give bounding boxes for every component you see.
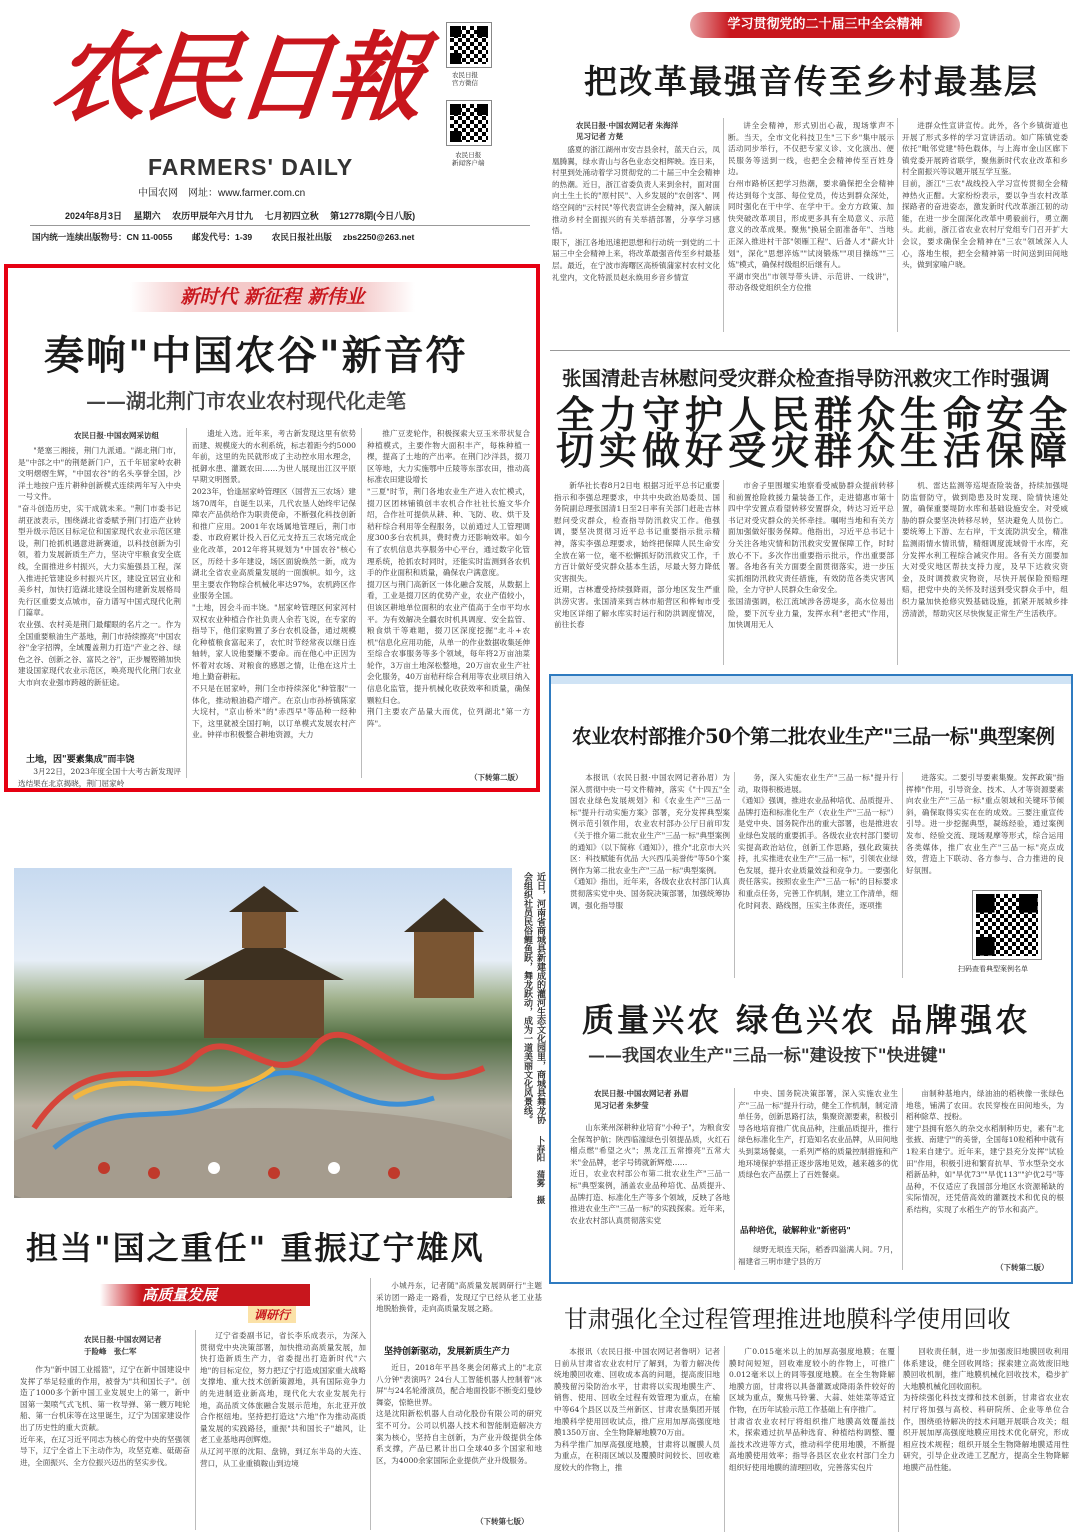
ministry-qr-code[interactable] bbox=[972, 890, 1042, 960]
reform-headline: 把改革最强音传至乡村最基层 bbox=[584, 62, 1039, 101]
wechat-qr-label: 农民日报 官方微信 bbox=[452, 72, 478, 87]
ministry-qr-caption: 扫码查看典型案例名单 bbox=[958, 966, 1028, 973]
flood-pre-headline: 张国清赴吉林慰问受灾群众检查指导防汛救灾工作时强调 bbox=[562, 367, 1050, 390]
app-qr-code[interactable] bbox=[446, 100, 492, 146]
photo-credit: 卜春阳 蒲雾 摄 bbox=[535, 1136, 545, 1204]
masthead-issue: 第12778期(今日八版) bbox=[330, 211, 416, 221]
feature-headline: 奏响"中国农谷"新音符 bbox=[44, 332, 468, 379]
feature-slogan-box bbox=[130, 282, 415, 312]
gansu-col3: 回收责任制，进一步加强废旧地膜回收利用体系建设，健全回收网络；探索建立高效废旧地膜回收机制，推广地膜机械化回收技术，稳步扩大地膜机械化回收面积。 为持续强化科技支撑和技术创新，甘肃省农业农村厅将加强与高校、科研院所、企业等单位合作，围绕亟待解决的技术问题开展联合攻关；组织开展加厚高强度地膜应用技术优化研究，形成相应技术规程；组织开展全生物降解地膜适用性研究，引导企业改进工艺配方，提高全生物降解地膜产品性能。 bbox=[903, 1347, 1069, 1472]
liaoning-byline: 农民日报·中国农网记者 于险峰 张仁军 bbox=[84, 1335, 162, 1356]
quality-headline: 质量兴农 绿色兴农 品牌强农 bbox=[582, 1001, 1031, 1039]
reform-col1: 盛夏的浙江湖州市安吉县余村，蓝天白云，凤凰腾翼，绿水青山与各色业态交相辉映。连日来，村里到处涌动着学习贯彻党的二十届三中全会精神的热潮。近日，浙江省委负责人来到余村，面对面向土生土长的"原村民"、入乡发展的"农创客"、网络空间的"云村民"等代表宣讲全会精神，深入解读推动乡村全面振兴的有关举措部署，分享学习感悟。 眼下，浙江各地迅速把思想和行动统一到党的二十届三中全会精神上来，将改革最强音传至乡村最基层。最近，在宁波市海曙区高桥镇蒲家村农村文化礼堂内，文化特派员赵永焕用乡音乡情宣 bbox=[552, 145, 720, 282]
topic-banner-label: 学习贯彻党的二十届三中全会精神 bbox=[727, 17, 923, 32]
feature-continue: （下转第二版） bbox=[470, 773, 523, 782]
liaoning-col1: 作为"新中国工业摇篮"，辽宁在新中国建设中发挥了举足轻重的作用，被誉为"共和国长子"。创造了1000多个新中国工业发展史上的第一，新中国第一架喷气式飞机、第一枚导弹、第一艘万吨轮船、第一台机床等在这里诞生，辽宁为国家建设作出了历史性的重大贡献。 近年来，在辽习近平同志为核心的党中央的坚强领导下，辽宁全省上下主动作为，攻坚克难、砥砺奋进，全面振兴、全方位振兴迈出的坚实步伐。 bbox=[20, 1365, 190, 1467]
feature-subheadline: ——湖北荆门市农业农村现代化走笔 bbox=[86, 389, 406, 413]
masthead-title: 农民日報 bbox=[46, 21, 426, 134]
masthead-cn-code: 国内统一连续出版物号：CN 11-0055 bbox=[32, 232, 173, 242]
liaoning-col3: 小城丹东，记者随"高质量发展调研行"主题采访团一路走一路看，发现辽宁已经从老工业基地脱胎换骨，走向高质量发展之路。 bbox=[376, 1281, 542, 1314]
masthead-site: 中国农网 网址：www.farmer.com.cn bbox=[138, 188, 306, 199]
quality-col3: 亩制种基地内，绿油油的稻秧像一张绿色地毯，铺满了农田。农民穿梭在田间地头，为稻种除草、授粉。 建宁县拥有悠久的杂交水稻制种历史，素有"北张掖、南建宁"的美誉，全国每10粒稻种中就有1粒来自建宁。近年来，建宁县充分发挥"试验田"作用，积极引进和繁育抗旱、节水型杂交水稻新品种，如"旱优73""旱优113""沪优2号"等品种，不仅适应了我国部分地区水资源稀缺的实际情况，还凭借高效的灌溉技术和优良的根系结构，实现了水稻生产的节水和高产。 bbox=[906, 1089, 1064, 1214]
feature-col2: 遗址入选。近年来，考古新发现这里有依势而建、规模庞大的水利系统，标志着距今约5000年前，这里的先民就形成了主动控水用水理念，抵御水患、灌溉农田……为世人展现出江汉平原早期文明图景。 2023年，恰逢屈家岭管理区（国营五三农场）建场70周年，自诞生以来，几代农垦人始终牢记保障农产品供给作为职责使命，不断强化科技创新和推广应用。2001年农场属地管理后，荆门市委、市政府累计投入百亿元支持五三农场完成企业化改革，2012年将其规划为"中国农谷"核心区，历经十多年建设，场区面貌焕然一新，成为湖北全省农业高质量发展的一面旗帜。如今，这里主要农作物综合机械化率达97%，农机跨区作业服务全国。 "土地，因会斗而丰饶。"屈家岭管理区何家河村双权农业种植合作社负责人余若飞说，在专家的指导下，他们家购置了多台农机设备，通过规模化种植粮食富起来了，农忙时节经常夜以继日连轴转，家人说他要赚不要命。而在他心中正因为怀着对农场、对粮食的感恩之情，让他在这片土地上勤奋耕耘。 不只是在屈家岭，荆门全市持续深化"种管服"一体化，推动粮油稳产增产。在京山市孙桥镇陈家大垸村，"京山桥米"的"赤西早"等品种一经种下，这里就被全国打响，以订单模式发展农村产业。钟祥市积极整合耕地资源，大力 bbox=[192, 429, 356, 740]
quality-continue: （下转第二版） bbox=[996, 1263, 1049, 1272]
reform-col2: 讲全会精神，形式别出心裁，现场掌声不断。当天，全市文化科技卫生"三下乡"集中展示活动同步举行，不仅把专家义诊、文化演出、便民服务等送到一线，也把全会精神传至百姓身边。 台州市路桥区把学习热潮，要求确保把全会精神传达到每个支部、每位党员，传达到群众深处，同时强化在干中学、在学中干。金方方政策、加快突破改革项目，形成更多具有全局意义、示范意义的改革成果。聚焦"换届全面准备年"、当地正深入推进村干部"领雁工程"、后备人才"薪火计划"，深化"思想淬炼""试岗锻炼""项目操练""三炼"模式，确保村级组织后继有人。 平湖市突出"市领导带头讲、示范讲、一线讲"，带动各级党组织全方位推 bbox=[728, 121, 894, 293]
photo-caption: 近日，河南省商城县新建成的灌河生态文化园里，商城县舞龙协会组织社员民俗鲤鱼跃，舞龙跃动，成为一道美丽文化风景线。 bbox=[522, 872, 545, 1124]
reform-col3: 进群众性宣讲宣传。此外，各个乡镇街道也开展了形式多样的学习宣讲活动。如广陈镇党委依托"毗邻党建"特色载体，与上海市金山区廊下镇党委开展跨省联学，聚焦新时代农业改革和乡村全面振兴等议题开展互学互鉴。 目前，浙江"三农"战线投入学习宣传贯彻全会精神热火正酣。大家纷纷表示，要以争当农村改革探路者的奋进姿态，激发新时代改革浙江韧的动能，在进一步全面深化改革中勇毅前行，勇立潮头。此前，浙江省农业农村厅党组专门召开扩大会议，要求确保全会精神在"三农"领域深入人心，落地生根，把全会精神第一时间送到田间地头，做到家喻户晓。 bbox=[902, 121, 1068, 270]
flood-col2: 市舍子里围堰实地察看受威胁群众提前转移和前置抢险救援力量装备工作，走进德惠市第十四中学安置点看望转移安置群众，转达习近平总书记对受灾群众的关怀牵挂。嘱咐当地和有关方面加强做好服务保障。他指出，习近平总书记十分关注各地灾情和防汛救灾安置保障工作，时时放心不下。多次作出重要指示批示，作出重要部署。各地各有关方面要全面贯彻落实，进一步压实抓细防汛救灾责任措施，有效防范各类灾害风险，全力守护人民群众生命安全。 张国清强调，松江流域涉各涝堤多，高水位易出险，要下沉专业力量，发挥水利"老把式"作用，加快调用无人 bbox=[728, 481, 894, 630]
ministry-headline: 农业农村部推介50个第二批农业生产"三品一标"典型案例 bbox=[572, 725, 1055, 748]
masthead-weekday: 星期六 bbox=[133, 211, 161, 221]
quality-col2-subhead: 品种培优，破解种业"新密码" bbox=[740, 1226, 851, 1236]
liaoning-tag bbox=[100, 1284, 310, 1306]
reform-byline: 农民日报·中国农网记者 朱海洋 见习记者 方楚 bbox=[576, 121, 679, 141]
masthead-date: 2024年8月3日 bbox=[65, 211, 123, 221]
feature-col1-tail: 3月22日，2023年度全国十大考古新发现评选结果在北京揭晓，荆门屈家岭 bbox=[18, 767, 181, 788]
feature-col1: "楚塞三湘接，荆门九派通。"湖北荆门市，是"中部之中"的荆楚新门户，五千年屈家岭农耕文明熠熠生辉，"中国农谷"的名头享誉全国，沙洋土地按户连片耕种创新模式连续两年写入中央一号文件。 "奋斗创造历史，实干成就未来。"荆门市委书记胡亚波表示，围绕湖北省委赋予荆门打造产业转型升级示范区目标定位和国家现代农业示范区建设，荆门抢抓机遇意进新赛道，以科技创新为引领，着力发展新质生产力，坚决守牢粮食安全底线，全面推进乡村振兴，大力实施强县工程，深入推进托管建设乡村振兴片区，建设宜居宜业和美乡村，加快打造湖北建设全国构建新发展格局先行区重要支点城市，奋力谱写中国式现代化荆门篇章。 农业强、农村美是荆门最耀眼的名片之一。作为全国重要粮油生产基地，荆门市持续擦亮"中国农谷"金字招牌，全域覆盖荆力打造"产业之谷、绿色之谷、创新之谷、富民之谷"，正步履铿锵加快建设国家现代农业示范区，唤亮现代化荆门农业大市向农业强市跨越的新征途。 bbox=[18, 446, 181, 687]
masthead-title-en: FARMERS' DAILY bbox=[148, 154, 354, 180]
masthead-lunar: 农历甲辰年六月廿九 bbox=[172, 211, 254, 221]
feature-col1-subhead: 土地，因"要素集成"而丰饶 bbox=[26, 755, 135, 765]
gansu-col1: 本报讯（农民日报·中国农网记者鲁明）记者日前从甘肃省农业农村厅了解到，为着力解决传统地膜回收难、回收成本高的问题，提高废旧地膜残留污染防治水平，甘肃将以实现地膜生产、销售、使用、回收全过程有效管理为重点，在榆中等64个县区以及兰州新区、甘肃农垦集团开展地膜科学使用回收试点，推广应用加厚高强度地膜1350万亩、全生物降解地膜70万亩。 为科学推广加厚高强度地膜，甘肃将以履膜人员为重点，在积雨区域以及覆膜时间较长、回收难度较大的作物上，推 bbox=[554, 1347, 720, 1472]
feature-slogan: 新时代 新征程 新伟业 bbox=[180, 286, 365, 308]
liaoning-tag-label: 高质量发展 bbox=[142, 1286, 218, 1304]
masthead-email: zbs2250@263.net bbox=[342, 232, 415, 242]
liaoning-headline: 担当"国之重任" 重振辽宁雄风 bbox=[26, 1229, 485, 1267]
feature-byline: 农民日报·中国农网采访组 bbox=[74, 431, 159, 440]
gansu-headline: 甘肃强化全过程管理推进地膜科学使用回收 bbox=[564, 1305, 1011, 1333]
liaoning-col3-tail: 近日，2018年平昌冬奥会闭幕式上的"北京八分钟"表演吗？24台人工智能机器人控制着"冰屏"与24名轮滑演员，配合地面投影不断变幻曼妙舞姿，惊艳世界。 这是沈阳新松机器人自动化股份有限公司的研究室不可分。公司以机器人技术和智能制造解决方案为核心，坚持自主创新，为产业升级提供全体系支撑，产品已累计出口全球40多个国家和地区，为4000余家国际企业提供产业升级服务。 bbox=[376, 1363, 542, 1465]
quality-byline: 农民日报·中国农网记者 孙眉 见习记者 朱梦莹 bbox=[594, 1089, 689, 1110]
liaoning-col3-subhead: 坚持创新驱动，发展新质生产力 bbox=[384, 1347, 511, 1357]
flood-headline-1: 全力守护人民群众生命安全 bbox=[556, 392, 1073, 437]
topic-banner bbox=[690, 12, 960, 38]
liaoning-col2: 辽宁省委副书记，省长李乐成表示，为深入贯彻党中央决策部署，加快推动高质量发展，加快打造新质生产力，省委提出打造新时代"六地"的目标定位，努力把辽宁打造成国家重大战略支撑地、重大技术创新策源地，具有国际竞争力的先进制造业新高地，现代化大农业发展先行地，高品质文体旅融合发展示范地，东北亚开放合作枢纽地。坚持把打造这"六地"作为推动高质量发展的实践路径，重振"共和国长子"雄风，让老工业基地再创辉煌。 从辽河平原的沈阳、盘锦，到辽东半岛的大连、营口，从工业重镇鞍山到边境 bbox=[200, 1331, 366, 1468]
masthead-dateline bbox=[65, 210, 415, 222]
flood-headline-2: 切实做好受灾群众生活保障 bbox=[556, 428, 1073, 473]
quality-col1: 山东莱州深耕种业培育"小种子"，为粮食安全保驾护航；陕西临潼绿色引领提品质，火红石榴点燃"希望之火"；黑龙江五常擦亮"五常大米"金品牌，老字号铸就新辉煌…… 近日，农业农村部公布第二批农业生产"三品一标"典型案例，涵盖农业品种培优、品质提升、品牌打造、标准化生产等多个领域，反映了各地推进农业生产"三品一标"的实践探索。近年来，农业农村部认真贯彻落实党 bbox=[570, 1123, 730, 1225]
ministry-col2: 务，深入实施农业生产"三品一标"提升行动，取得积极进展。 《通知》强调，推进农业品种培优、品质提升、品牌打造和标准化生产（农业生产"三品一标"）是党中央、国务院作出的重大部署，也是推进农业绿色发展的重要抓手。各级农业农村部门要切实提高政治站位，创新工作思路，强化政策扶持，扎实推进农业生产"三品一标"，引领农业绿色发展，提升农业质量效益和竞争力。一要强化责任落实。按照农业生产"三品一标"的目标要求和重点任务，完善工作机制，建立工作清单，细化时间表、路线图，压实主体责任，逐项推 bbox=[738, 773, 898, 910]
liaoning-tag2: 调研行 bbox=[248, 1306, 296, 1323]
flood-col1: 新华社长春8月2日电 根据习近平总书记重要指示和李强总理要求，中共中央政治局委员、国务院副总理张国清1日至2日率有关部门赶赴吉林慰问受灾群众，检查指导防汛救灾工作。他强调，要坚决贯彻习近平总书记重要指示批示精神，落实李强总理要求，始终把保障人民生命安全放在第一位，毫不松懈抓好防汛救灾工作，千方百计做好受灾群众基本生活，尽最大努力降低灾害损失。 近期，吉林遭受持续强降雨，部分地区发生严重洪涝灾害。张国清来到吉林市船营区和桦甸市受灾地区详细了解水库实时运行和防洪调度情况，前往长春 bbox=[554, 481, 720, 630]
liaoning-continue: （下转第七版） bbox=[476, 1517, 529, 1526]
ministry-col3: 进落实。二要引导要素集聚。发挥政策"指挥棒"作用，引导资金、技术、人才等资源要素向农业生产"三品一标"重点领域和关键环节倾斜，确保取得实实在在的成效。三要注重宣传引导。进一步挖掘典型，凝练经验，通过案例发布、经验交流、现场观摩等形式，综合运用各类媒体，推广农业生产"三品一标"亮点成效，营造上下联动、各方参与、合力推进的良好氛围。 bbox=[906, 773, 1064, 875]
masthead bbox=[0, 0, 545, 258]
flood-col3: 机、雷达监测等巡堤查险装备，持续加强堤防监督防守，做到隐患及时发现、险情快速处置，确保重要堤防水库和基础设施安全。对受威胁的群众要坚决转移尽转，坚决避免人员伤亡。要统筹上下游、左右岸，干支流防洪安全，精准监测雨情水情讯情，精细调度流域骨干水库，充分发挥水利工程综合减灾作用。各有关方面要加大对受灾地区帮扶支持力度，及早下达救灾资金，及时调拨救灾物资，尽快开展保险预赔理赔，把党中央的关怀及时送到受灾群众手中，组织力量加快抢修灾毁基础设施，抓紧开展城乡排涝清淤，帮助灾区尽快恢复正常生产生活秩序。 bbox=[902, 481, 1068, 618]
gansu-col2: 广0.015毫米以上的加厚高强度地膜；在覆膜时间短短，回收难度较小的作物上，可推广0.012毫米以上的同等强度地膜。在全生物降解地膜方面，甘肃将以具备灌溉或降雨条件较好的区域为重点，聚焦马铃薯、大蒜、娃娃菜等适宜作物，在历年试验示范工作基础上有序推广。 甘肃省农业农村厅将组织推广地膜高效覆盖技术，探索通过抗旱品种选育、种植结构调整、覆盖技术改进等方式，推动科学使用地膜，不断提高地膜使用效率；指导各县区农业农村部门全力组织好使用地膜的清理回收，完善落实包片 bbox=[729, 1347, 895, 1472]
feature-col3: 推广豆麦轮作，积极探索大豆玉米带状复合种植模式，主要作物大面积丰产，每株种植一棵，提高了土地的产出率。在荆门沙洋县，掇刀区等地，大力实施鄂中丘陵等东部农田，推动高标准农田建设增长 "三夏"时节，荆门各地农业生产进入农忙模式，掇刀区团林铺镇创丰农机合作社社长施文华介绍，合作社可提供从耕、种、飞防、收、烘干及秸秆综合利用等全程服务，以前通过人工管理调度300多台农机具，费时费力还影响效率。如今有了农机信息共享服务中心平台，通过数字化管理系统，抢抓农时同时，还能实时监测到各农机手的作业面积和质量，确保农户满意度。 掇刀区与荆门高新区一体化融合发展，从数据上看，工业是掇刀区的优势产业，农业产值较小，但该区耕地单位面积的农业产值高于全市平均水平。为有效解决全疆农时机具调度、安全监管、粮食烘干等难题，掇刀区深度挖掘"北斗+农机"信息化应用功能，从单一的作业数据收集延伸至综合农事服务等多个领域，每年将2万亩油菜轮作，3万亩土地深松整地，20万亩农业生产社会化服务，40万亩秸秆综合利用等农业项目纳入信息化监管，提升机械化收获效率和质量，确保颗粒归仓。 荆门主要农产品量大而优，位列湖北"第一方阵"。 bbox=[367, 429, 530, 728]
wechat-qr-code[interactable] bbox=[446, 22, 492, 68]
photo bbox=[14, 868, 512, 1198]
masthead-codes bbox=[32, 231, 414, 243]
masthead-post-code: 邮发代号：1-39 bbox=[191, 232, 253, 242]
quality-col2: 中央、国务院决策部署，深入实施农业生产"三品一标"提升行动，健全工作机制，制定清单任务，创新思路打法，集聚资源要素，积极引导各地培育推广优良品种，注重品质提升，推行绿色标准化生产，打造知名农业品牌，从田间地头到菜场餐桌，一系列严格的质量控制措施和产地环境保护举措正逐步落地见效，越来越多的优质绿色农产品摆上了百姓餐桌。 bbox=[738, 1089, 898, 1180]
ministry-col1: 本报讯（农民日报·中国农网记者孙眉）为深入贯彻中央一号文件精神，落实《"十四五"全国农业绿色发展规划》和《农业生产"三品一标"提升行动实施方案》部署，充分发挥典型案例示范引领作用，农业农村部办公厅日前印发《关于推介第二批农业生产"三品一标"典型案例的通知》（以下简称《通知》），推介"北京市大兴区：科技赋能有优品 大兴西瓜美誉传"等50个案例作为第二批农业生产"三品一标"典型案例。 《通知》指出，近年来，各级农业农村部门认真贯彻落实党中央、国务院决策部署，加强统筹协调，强化指导服 bbox=[570, 773, 730, 910]
masthead-lunar2: 七月初四立秋 bbox=[264, 211, 319, 221]
masthead-publisher: 农民日报社出版 bbox=[271, 232, 332, 242]
quality-col2-tail: 绿野无垠连天际，稻香四溢满人间。7月，福建省三明市建宁县的万 bbox=[738, 1245, 898, 1266]
photo-scene bbox=[14, 868, 512, 1198]
app-qr-label: 农民日报 新闻客户端 bbox=[452, 152, 485, 167]
quality-subheadline: ——我国农业生产"三品一标"建设按下"快进键" bbox=[588, 1046, 947, 1066]
